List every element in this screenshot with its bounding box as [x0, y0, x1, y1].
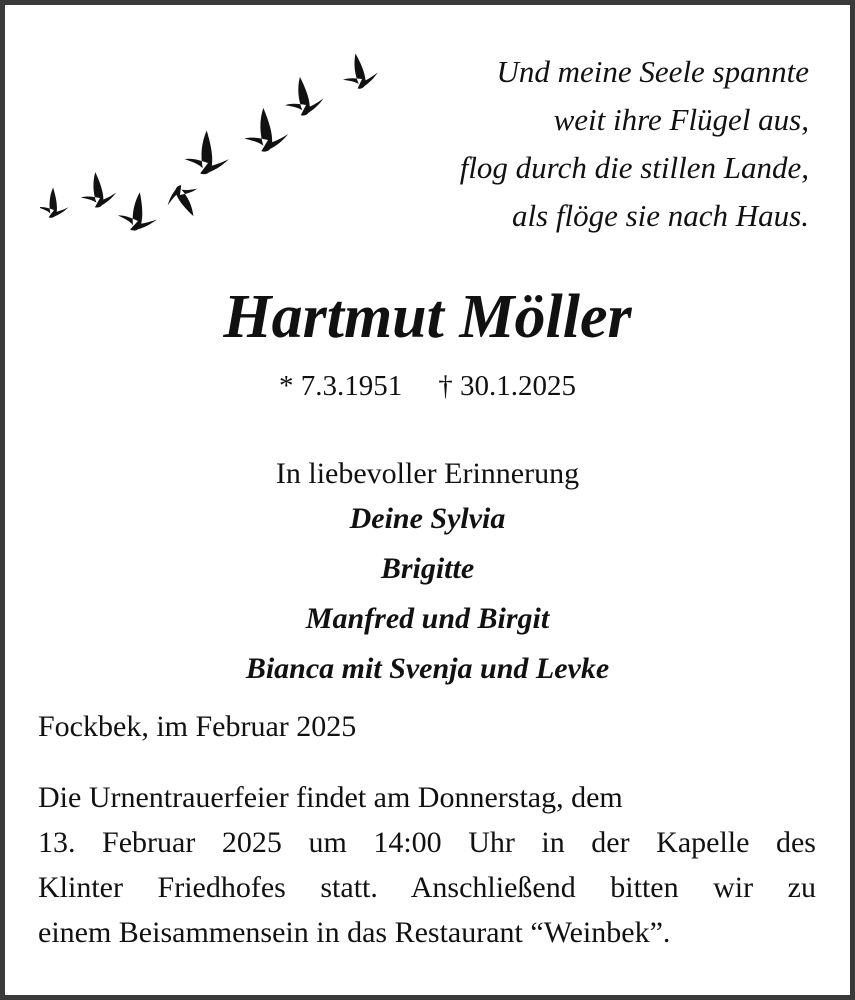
place-date: Fockbek, im Februar 2025	[38, 710, 357, 743]
notice-line: einem Beisammensein in das Restaurant “Weinbek”.	[38, 916, 671, 949]
death-date: † 30.1.2025	[438, 370, 576, 402]
service-notice	[38, 775, 816, 955]
bird-6	[241, 106, 290, 154]
bird-2	[78, 170, 118, 210]
mourner: Deine Sylvia	[349, 502, 506, 535]
notice-line: Klinter Friedhofes statt. Anschließend bitten wir zu	[38, 871, 816, 904]
birth-date: * 7.3.1951	[279, 370, 403, 402]
memory-intro: In liebevoller Erinnerung	[275, 457, 580, 490]
life-dates	[0, 366, 855, 406]
mourner: Brigitte	[380, 552, 475, 585]
notice-line: 13. Februar 2025 um 14:00 Uhr in der Kapelle des	[38, 826, 816, 859]
mourners-list	[0, 494, 855, 694]
notice-line: Die Urnentrauerfeier findet am Donnerstag, dem	[38, 781, 623, 814]
flying-birds-icon	[40, 45, 400, 245]
mourner: Bianca mit Svenja und Levke	[245, 652, 610, 685]
bird-5	[185, 131, 229, 175]
bird-7	[281, 73, 326, 118]
bird-3	[116, 190, 159, 233]
poem-line: Und meine Seele spannte	[496, 54, 809, 89]
poem	[389, 48, 809, 240]
bird-1	[40, 188, 68, 218]
poem-line: weit ihre Flügel aus,	[553, 102, 809, 137]
poem-line: als flöge sie nach Haus.	[511, 198, 809, 233]
poem-line: flog durch die stillen Lande,	[459, 150, 809, 185]
bird-4	[162, 179, 208, 225]
mourner: Manfred und Birgit	[305, 602, 550, 635]
bird-8	[338, 50, 380, 92]
deceased-name: Hartmut Möller	[223, 283, 632, 351]
